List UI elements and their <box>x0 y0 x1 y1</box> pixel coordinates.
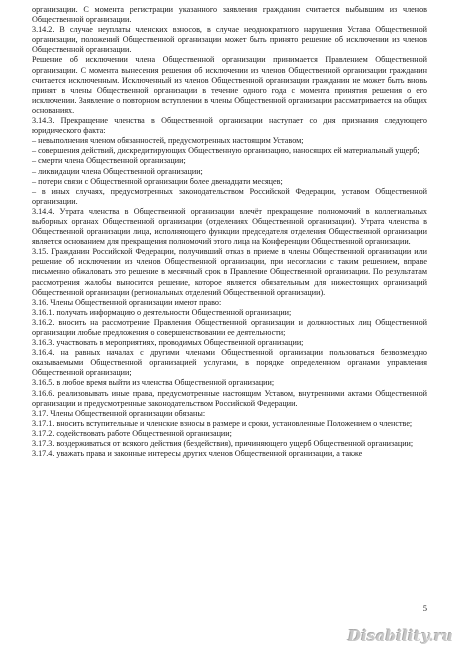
paragraph: 3.16. Члены Общественной организации имеют право: <box>32 297 222 307</box>
paragraph: 3.16.3. участвовать в мероприятиях, проводимых Общественной организации; <box>32 338 304 348</box>
paragraph: 3.14.4. Утрата членства в Общественной организации влечёт прекращение полномочий в коллегиальных выборных органах Общественной организации (отделениях Общественной организации). Утрата членства в Общественной организации лица, исполняющего функции председателя отделения Общественной организации является основанием для прекращения полномочий этого лица на Конференции Общественной организации. <box>32 206 427 247</box>
paragraph: 3.17. Члены Общественной организации обязаны: <box>32 408 206 418</box>
list-item: – ликвидации члена Общественной организации; <box>32 166 203 176</box>
paragraph: 3.15. Гражданин Российской Федерации, получивший отказ в приеме в члены Общественной организации или решение об исключении из членов Общественной организации, при несогласии с таким решением, вправе письменно обжаловать это решение в месячный срок в Правление Общественной организации. По результатам рассмотрения жалобы выносится решение, которое является обязательным для нижестоящих организаций Общественной организации (региональных отделений Общественной организации). <box>32 247 427 297</box>
paragraph: 3.14.2. В случае неуплаты членских взносов, в случае неоднократного нарушения Устава Общественной организации, положений Общественной организации может быть принято решение об исключении из членов Общественной организации. <box>32 25 427 55</box>
paragraph: 3.16.1. получать информацию о деятельности Общественной организации; <box>32 307 292 317</box>
paragraph: 3.17.3. воздерживаться от всякого действия (бездействия), причиняющего ущерб Общественной организации; <box>32 439 414 449</box>
paragraph: 3.14.3. Прекращение членства в Общественной организации наступает со дня признания следующего юридического факта: <box>32 116 427 136</box>
list-item: – невыполнения членом обязанностей, предусмотренных настоящим Уставом; <box>32 136 304 146</box>
paragraph: 3.16.4. на равных началах с другими членами Общественной организации пользоваться безвозмездно оказываемыми Общественной организацией услугами, в порядке определенном органами управления Общественной организации; <box>32 348 427 378</box>
list-item: – потери связи с Общественной организации более двенадцати месяцев; <box>32 176 283 186</box>
list-item: – смерти члена Общественной организации; <box>32 156 186 166</box>
list-item: – совершения действий, дискредитирующих Общественную организацию, наносящих ей материальный ущерб; <box>32 146 420 156</box>
paragraph: 3.16.6. реализовывать иные права, предусмотренные настоящим Уставом, внутренними актами Общественной организации и предусмотренные законодательством Российской Федерации. <box>32 388 427 408</box>
paragraph: 3.16.5. в любое время выйти из членства Общественной организации; <box>32 378 275 388</box>
paragraph: 3.17.4. уважать права и законные интересы других членов Общественной организации, а также <box>32 449 363 459</box>
page-number: 5 <box>422 603 427 613</box>
paragraph: 3.17.1. вносить вступительные и членские взносы в размере и сроки, установленные Положением о членстве; <box>32 418 413 428</box>
paragraph: организации. С момента регистрации указанного заявления гражданин считается выбывшим из членов Общественной организации. <box>32 5 427 25</box>
list-item: – в иных случаях, предусмотренных законодательством Российской Федерации, уставом Общественной организации. <box>32 186 427 206</box>
document-body <box>32 5 427 459</box>
watermark-logo: Disability.ru <box>347 627 453 645</box>
paragraph: 3.17.2. содействовать работе Общественной организации; <box>32 428 232 438</box>
paragraph: Решение об исключении члена Общественной организации принимается Правлением Общественной организации. С момента вынесения решения об исключении из членов Общественной организации гражданин считается исключенным. Исключенный из членов Общественной организации гражданин не может быть вновь принят в члены Общественной организации в течение одного года с момента принятия решения о его исключении. Заявление о повторном вступлении в члены Общественной организации рассматривается на общих основаниях. <box>32 55 427 115</box>
paragraph: 3.16.2. вносить на рассмотрение Правления Общественной организации и должностных лиц Общественной организации любые предложения о совершенствовании ее деятельности; <box>32 317 427 337</box>
